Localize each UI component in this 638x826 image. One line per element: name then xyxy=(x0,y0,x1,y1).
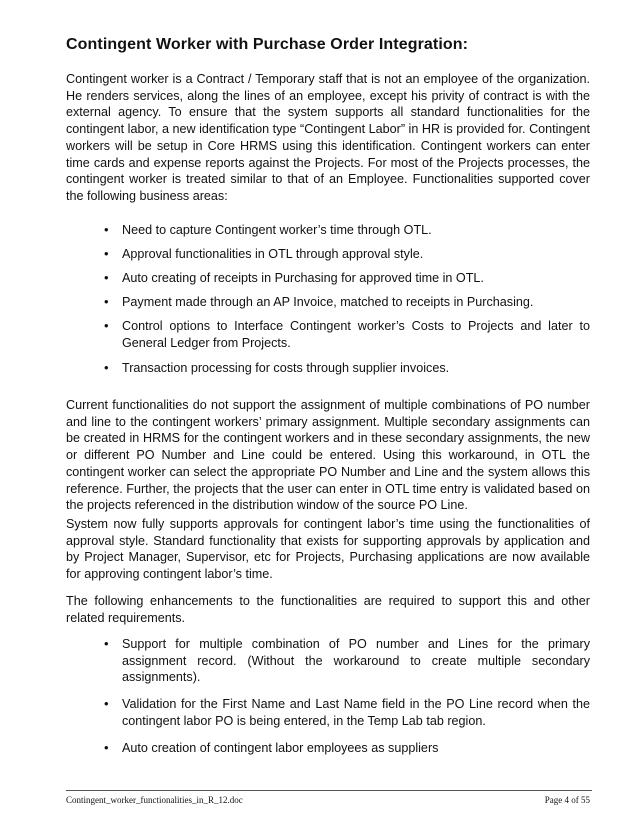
bullet-icon: • xyxy=(104,294,109,309)
list-item-text: Support for multiple combination of PO number and Lines for the primary assignment record. (Without the workaround to create multiple secondary assignments). xyxy=(122,637,590,685)
bullet-icon: • xyxy=(104,270,109,285)
footer-page-number: Page 4 of 55 xyxy=(544,795,590,805)
intro-paragraph: Contingent worker is a Contract / Temporary staff that is not an employee of the organization. He renders services, along the lines of an employee, except his privity of contract is with the external agency. To ensure that the system supports all standard functionalities for the contingent labor, a new identification type “Contingent Labor” in HR is provided for. Contingent workers will be setup in Core HRMS using this identification. Contingent workers can enter time cards and expense reports against the Projects. For most of the Projects processes, the contingent worker is treated similar to that of an Employee. Functionalities supported cover the following business areas: xyxy=(66,72,590,203)
system-approvals-paragraph: System now fully supports approvals for contingent labor’s time using the functionalities of approval style. Standard functionality that exists for supporting approvals by application and by Project Manager, Supervisor, etc for Projects, Purchasing applications are now available for approving contingent labor’s time. xyxy=(66,517,590,582)
bullet-icon: • xyxy=(104,222,109,237)
list-item-text: Auto creating of receipts in Purchasing for approved time in OTL. xyxy=(122,271,484,285)
list-item-text: Control options to Interface Contingent worker’s Costs to Projects and later to General Ledger from Projects. xyxy=(122,319,590,350)
bullet-icon: • xyxy=(104,696,109,711)
bullet-icon: • xyxy=(104,636,109,651)
footer-filename: Contingent_worker_functionalities_in_R_12.doc xyxy=(66,795,243,805)
bullet-icon: • xyxy=(104,318,109,333)
list-item-text: Auto creation of contingent labor employees as suppliers xyxy=(122,741,439,755)
list-item-text: Transaction processing for costs through supplier invoices. xyxy=(122,361,450,375)
list-item-text: Payment made through an AP Invoice, matched to receipts in Purchasing. xyxy=(122,295,534,309)
enhancements-intro-paragraph: The following enhancements to the functionalities are required to support this and other related requirements. xyxy=(66,594,590,625)
list-item-text: Approval functionalities in OTL through approval style. xyxy=(122,247,424,261)
current-functionality-paragraph: Current functionalities do not support the assignment of multiple combinations of PO number and line to the contingent workers’ primary assignment. Multiple secondary assignments can be created in HRMS for the contingent workers and in these secondary assignments, the new or different PO Number and Line could be entered. Using this workaround, in OTL the contingent worker can select the appropriate PO Number and Line and the system allows this reference. Further, the projects that the user can enter in OTL time entry is validated based on the projects referenced in the distribution window of the source PO Line. xyxy=(66,398,590,513)
section-title: Contingent Worker with Purchase Order Integration: xyxy=(66,36,469,53)
bullet-icon: • xyxy=(104,740,109,755)
list-item-text: Need to capture Contingent worker’s time through OTL. xyxy=(122,223,432,237)
footer-divider xyxy=(66,790,592,791)
bullet-icon: • xyxy=(104,246,109,261)
bullet-icon: • xyxy=(104,360,109,375)
list-item-text: Validation for the First Name and Last Name field in the PO Line record when the contingent labor PO is being entered, in the Temp Lab tab region. xyxy=(122,697,590,728)
